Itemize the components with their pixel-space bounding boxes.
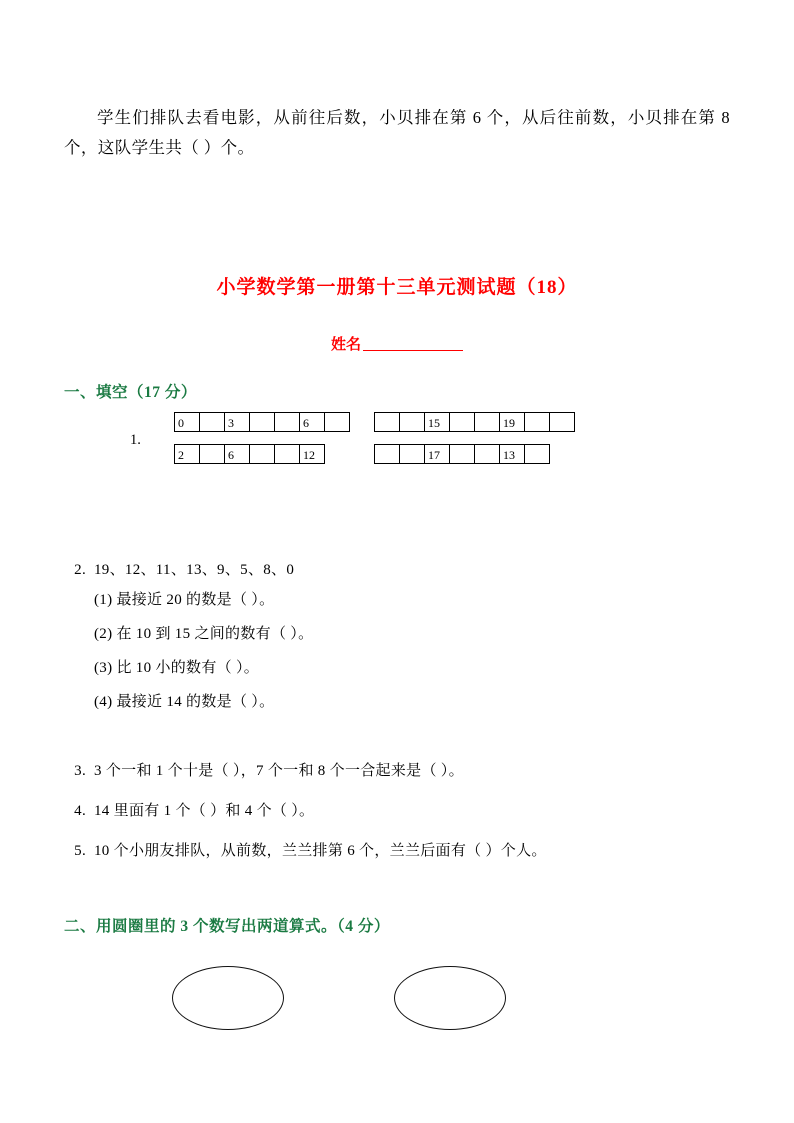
name-field-line [0,333,794,354]
strip-bottom-right [374,444,550,464]
name-blank[interactable] [363,335,463,351]
question-4 [64,798,704,824]
oval-shape-right[interactable] [394,966,506,1030]
number-strips-group [64,404,730,484]
strip-cell[interactable] [399,412,425,432]
question-2-sub-3: (3) 比 10 小的数有（ ）。 [94,660,260,676]
name-label: 姓名 [330,337,361,353]
oval-group [64,958,730,1048]
strip-cell[interactable] [374,444,400,464]
strip-cell[interactable] [449,412,475,432]
oval-shape-left[interactable] [172,966,284,1030]
question-5-number: 5. [74,843,86,859]
strip-top-left [174,412,350,432]
strip-bottom-left [174,444,325,464]
question-5-text: 10 个小朋友排队，从前数，兰兰排第 6 个，兰兰后面有（ ）个人。 [94,843,547,859]
strip-cell[interactable]: 12 [299,444,325,464]
strip-cell[interactable]: 19 [499,412,525,432]
strip-top-right [374,412,575,432]
strip-cell[interactable] [374,412,400,432]
strip-cell[interactable]: 2 [174,444,200,464]
strip-cell[interactable] [549,412,575,432]
page-title: 小学数学第一册第十三单元测试题（18） [216,277,578,298]
strip-cell[interactable] [524,412,550,432]
question-2-text: 19、12、11、13、9、5、8、0 [94,562,295,578]
question-2 [64,557,704,719]
strip-cell[interactable] [249,444,275,464]
item-number-1: 1. [130,432,141,448]
section-heading-fill-in: 一、填空（17 分） [64,384,197,401]
question-5 [64,838,704,864]
strip-cell[interactable] [449,444,475,464]
strip-cell[interactable] [474,412,500,432]
strip-cell[interactable]: 15 [424,412,450,432]
strip-cell[interactable]: 3 [224,412,250,432]
strip-cell[interactable]: 0 [174,412,200,432]
strip-cell[interactable] [274,444,300,464]
strip-cell[interactable] [399,444,425,464]
question-2-sub-1: (1) 最接近 20 的数是（ ）。 [94,592,275,608]
question-3-number: 3. [74,763,86,779]
section-heading-write-equations: 二、用圆圈里的 3 个数写出两道算式。（4 分） [64,918,390,935]
question-2-sub-4: (4) 最接近 14 的数是（ ）。 [94,694,275,710]
strip-cell[interactable]: 6 [224,444,250,464]
strip-cell[interactable] [199,412,225,432]
strip-cell[interactable]: 6 [299,412,325,432]
intro-paragraph: 学生们排队去看电影，从前往后数，小贝排在第 6 个，从后往前数，小贝排在第 8 个，这队学生共（ ）个。 [64,107,730,157]
strip-cell[interactable]: 13 [499,444,525,464]
strip-cell[interactable] [274,412,300,432]
strip-cell[interactable] [199,444,225,464]
question-4-number: 4. [74,803,86,819]
question-3 [64,758,704,784]
strip-cell[interactable] [249,412,275,432]
question-2-number: 2. [74,562,86,578]
strip-cell[interactable] [324,412,350,432]
question-2-sub-2: (2) 在 10 到 15 之间的数有（ ）。 [94,626,314,642]
strip-cell[interactable] [474,444,500,464]
question-3-text: 3 个一和 1 个十是（ ），7 个一和 8 个一合起来是（ ）。 [94,763,464,779]
strip-cell[interactable] [524,444,550,464]
question-4-text: 14 里面有 1 个（ ）和 4 个（ ）。 [94,803,315,819]
strip-cell[interactable]: 17 [424,444,450,464]
